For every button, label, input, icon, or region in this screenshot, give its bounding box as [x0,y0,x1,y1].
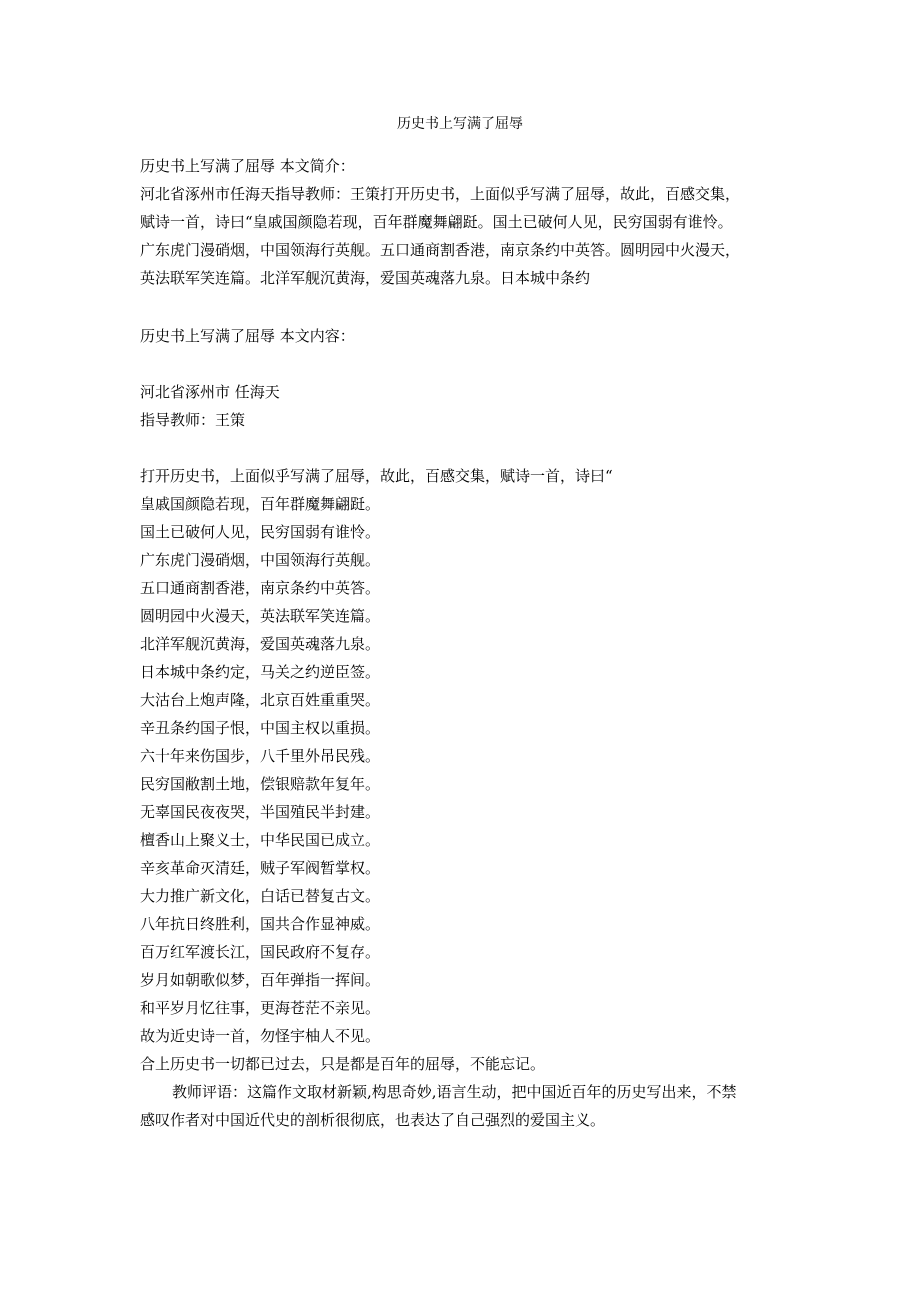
poem-line: 岁月如朝歌似梦，百年弹指一挥间。 [140,971,381,989]
poem-line: 北洋军舰沉黄海，爱国英魂落九泉。 [140,635,381,653]
teacher-line: 指导教师：王策 [140,411,246,429]
poem-line: 国土已破何人见，民穷国弱有谁怜。 [140,523,381,541]
document-title: 历史书上写满了屈辱 [397,116,523,132]
teacher-comment-line: 教师评语：这篇作文取材新颖,构思奇妙,语言生动，把中国近百年的历史写出来，不禁 [172,1083,737,1101]
poem-line: 大沽台上炮声隆，北京百姓重重哭。 [140,691,381,709]
poem-line: 广东虎门漫硝烟，中国领海行英舰。 [140,551,381,569]
summary-line: 广东虎门漫硝烟，中国领海行英舰。五口通商割香港，南京条约中英答。圆明园中火漫天， [140,241,741,259]
poem-line: 圆明园中火漫天，英法联军笑连篇。 [140,607,381,625]
poem-line: 故为近史诗一首，勿怪宇柚人不见。 [140,1027,381,1045]
teacher-comment-line: 感叹作者对中国近代史的剖析很彻底，也表达了自己强烈的爱国主义。 [140,1111,606,1129]
poem-line: 日本城中条约定，马关之约逆臣签。 [140,663,381,681]
content-section-heading [140,322,780,350]
summary-line: 河北省涿州市任海天指导教师：王策打开历史书，上面似乎写满了屈辱，故此，百感交集， [140,185,741,203]
summary-line: 赋诗一首，诗曰“皇戚国颜隐若现，百年群魔舞翩跹。国土已破何人见，民穷国弱有谁怜。 [140,213,733,231]
author-line: 河北省涿州市 任海天 [140,383,280,401]
poem-line: 无辜国民夜夜哭，半国殖民半封建。 [140,803,381,821]
poem-line: 皇戚国颜隐若现，百年群魔舞翩跹。 [140,495,381,513]
summary-heading: 历史书上写满了屈辱 本文简介： [140,157,355,175]
content-heading: 历史书上写满了屈辱 本文内容： [140,327,355,345]
poem-line: 辛亥革命灭清廷，贼子军阀暂掌权。 [140,859,381,877]
poem-line: 八年抗日终胜利，国共合作显神威。 [140,915,381,933]
poem-line: 民穷国敝割土地，偿银赔款年复年。 [140,775,381,793]
poem-line: 大力推广新文化，白话已替复古文。 [140,887,381,905]
summary-section [140,152,780,292]
poem-line: 和平岁月忆往事，更海苍茫不亲见。 [140,999,381,1017]
closing-line: 合上历史书一切都已过去，只是都是百年的屈辱，不能忘记。 [140,1055,546,1073]
poem-line: 辛丑条约国子恨，中国主权以重损。 [140,719,381,737]
poem-section [140,462,780,1134]
poem-line: 百万红军渡长江，国民政府不复存。 [140,943,381,961]
poem-line: 六十年来伤国步，八千里外吊民残。 [140,747,381,765]
poem-intro: 打开历史书，上面似乎写满了屈辱，故此，百感交集，赋诗一首，诗曰“ [140,467,613,485]
author-info [140,378,780,434]
poem-line: 檀香山上聚义士，中华民国已成立。 [140,831,381,849]
poem-line: 五口通商割香港，南京条约中英答。 [140,579,381,597]
summary-line: 英法联军笑连篇。北洋军舰沉黄海，爱国英魂落九泉。日本城中条约 [140,269,591,287]
